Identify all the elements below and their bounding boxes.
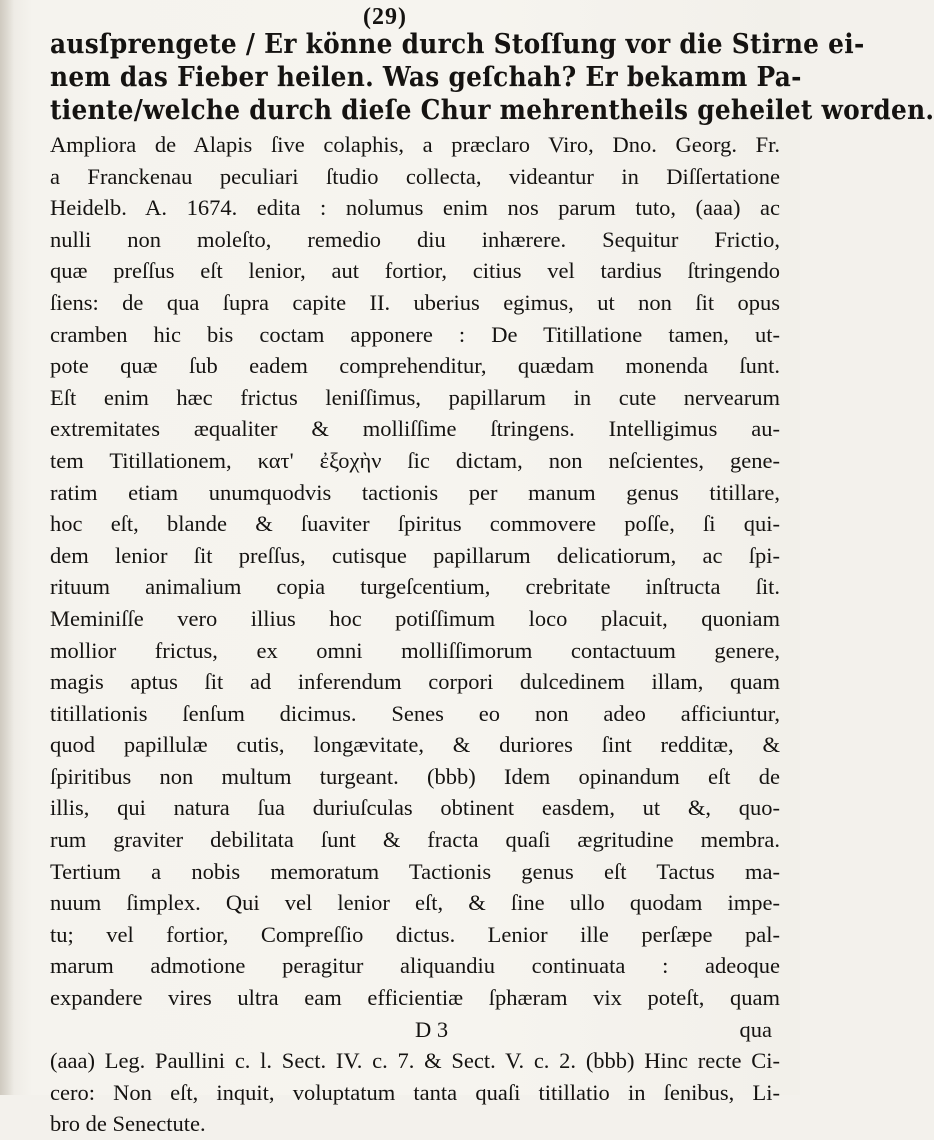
text-line: cramben hic bis coctam apponere : De Titillatione tamen, ut- [50,321,780,347]
text-line: marum admotione peragitur aliquandiu continuata : adeoque [50,953,780,979]
text-line: Ampliora de Alapis ſive colaphis, a præclaro Viro, Dno. Georg. Fr. [50,132,780,157]
text-line: nulli non moleſto, remedio diu inhærere. Sequitur Frictio, [50,226,780,252]
text-line: ratim etiam unumquodvis tactionis per manum genus titillare, [50,479,780,505]
footnote-line: (aaa) Leg. Paullini c. l. Sect. IV. c. 7. & Sect. V. c. 2. (bbb) Hinc recte Ci- [50,1048,780,1074]
footnotes [50,1045,780,1140]
text-line: Tertium a nobis memoratum Tactionis genus eſt Tactus ma- [50,858,780,884]
signature-line [50,1014,780,1046]
catchword: qua [739,1016,772,1042]
fraktur-line-2: nem das Fieber heilen. Was geſchah? Er bekamm Pa- [50,62,802,93]
fraktur-line-3: tiente/welche durch dieſe Chur mehrentheils geheilet worden. [50,95,934,126]
text-line: tu; vel fortior, Compreſſio dictus. Lenior ille perſæpe pal- [50,921,780,947]
page-text [50,28,934,1140]
text-line: illis, qui natura ſua duriuſculas obtinent easdem, ut &, quo- [50,795,780,821]
text-line: mollior frictus, ex omni molliſſimorum contactuum genere, [50,637,780,663]
fraktur-line-1: ausſprengete / Er könne durch Stoſſung vor die Stirne ei- [50,29,865,60]
text-line: Eſt enim hæc frictus leniſſimus, papillarum in cute nervearum [50,384,780,410]
text-line: ſpiritibus non multum turgeant. (bbb) Idem opinandum eſt de [50,763,780,789]
footnote-line: cero: Non eſt, inquit, voluptatum tanta quaſi titillatio in ſenibus, Li- [50,1079,780,1105]
text-line: tem Titillationem, κατ' ἐξοχὴν ſic dictam, non neſcientes, gene- [50,447,780,473]
text-line: nuum ſimplex. Qui vel lenior eſt, & ſine ullo quodam impe- [50,890,780,916]
text-line: hoc eſt, blande & ſuaviter ſpiritus commovere poſſe, ſi qui- [50,511,780,537]
page-gutter-shadow [0,0,14,1095]
text-line: rituum animalium copia turgeſcentium, crebritate inſtructa ſit. [50,574,780,600]
text-line: magis aptus ſit ad inferendum corpori dulcedinem illam, quam [50,669,780,695]
text-line: pote quæ ſub eadem comprehenditur, quædam monenda ſunt. [50,353,780,379]
text-line: Heidelb. A. 1674. edita : nolumus enim nos parum tuto, (aaa) ac [50,195,780,221]
text-line: extremitates æqualiter & molliſſime ſtringens. Intelligimus au- [50,416,780,442]
text-line: quod papillulæ cutis, longævitate, & duriores ſint redditæ, & [50,732,780,758]
latin-paragraph [50,129,780,1014]
text-line: titillationis ſenſum dicimus. Senes eo non adeo afficiuntur, [50,700,780,726]
text-line: dem lenior ſit preſſus, cutisque papillarum delicatiorum, ac ſpi- [50,542,780,568]
page-number: (29) [363,4,407,30]
text-line: ſiens: de qua ſupra capite II. uberius egimus, ut non ſit opus [50,289,780,315]
text-line: Meminiſſe vero illius hoc potiſſimum loco placuit, quoniam [50,605,780,631]
footnote-line: bro de Senectute. [50,1111,206,1137]
text-line: expandere vires ultra eam efficientiæ ſphæram vix poteſt, quam [50,985,780,1011]
text-line: rum graviter debilitata ſunt & fracta quaſi ægritudine membra. [50,827,780,853]
text-line: a Franckenau peculiari ſtudio collecta, videantur in Diſſertatione [50,163,780,189]
text-line: quæ preſſus eſt lenior, aut fortior, citius vel tardius ſtringendo [50,258,780,284]
signature-mark: D 3 [415,1016,449,1042]
